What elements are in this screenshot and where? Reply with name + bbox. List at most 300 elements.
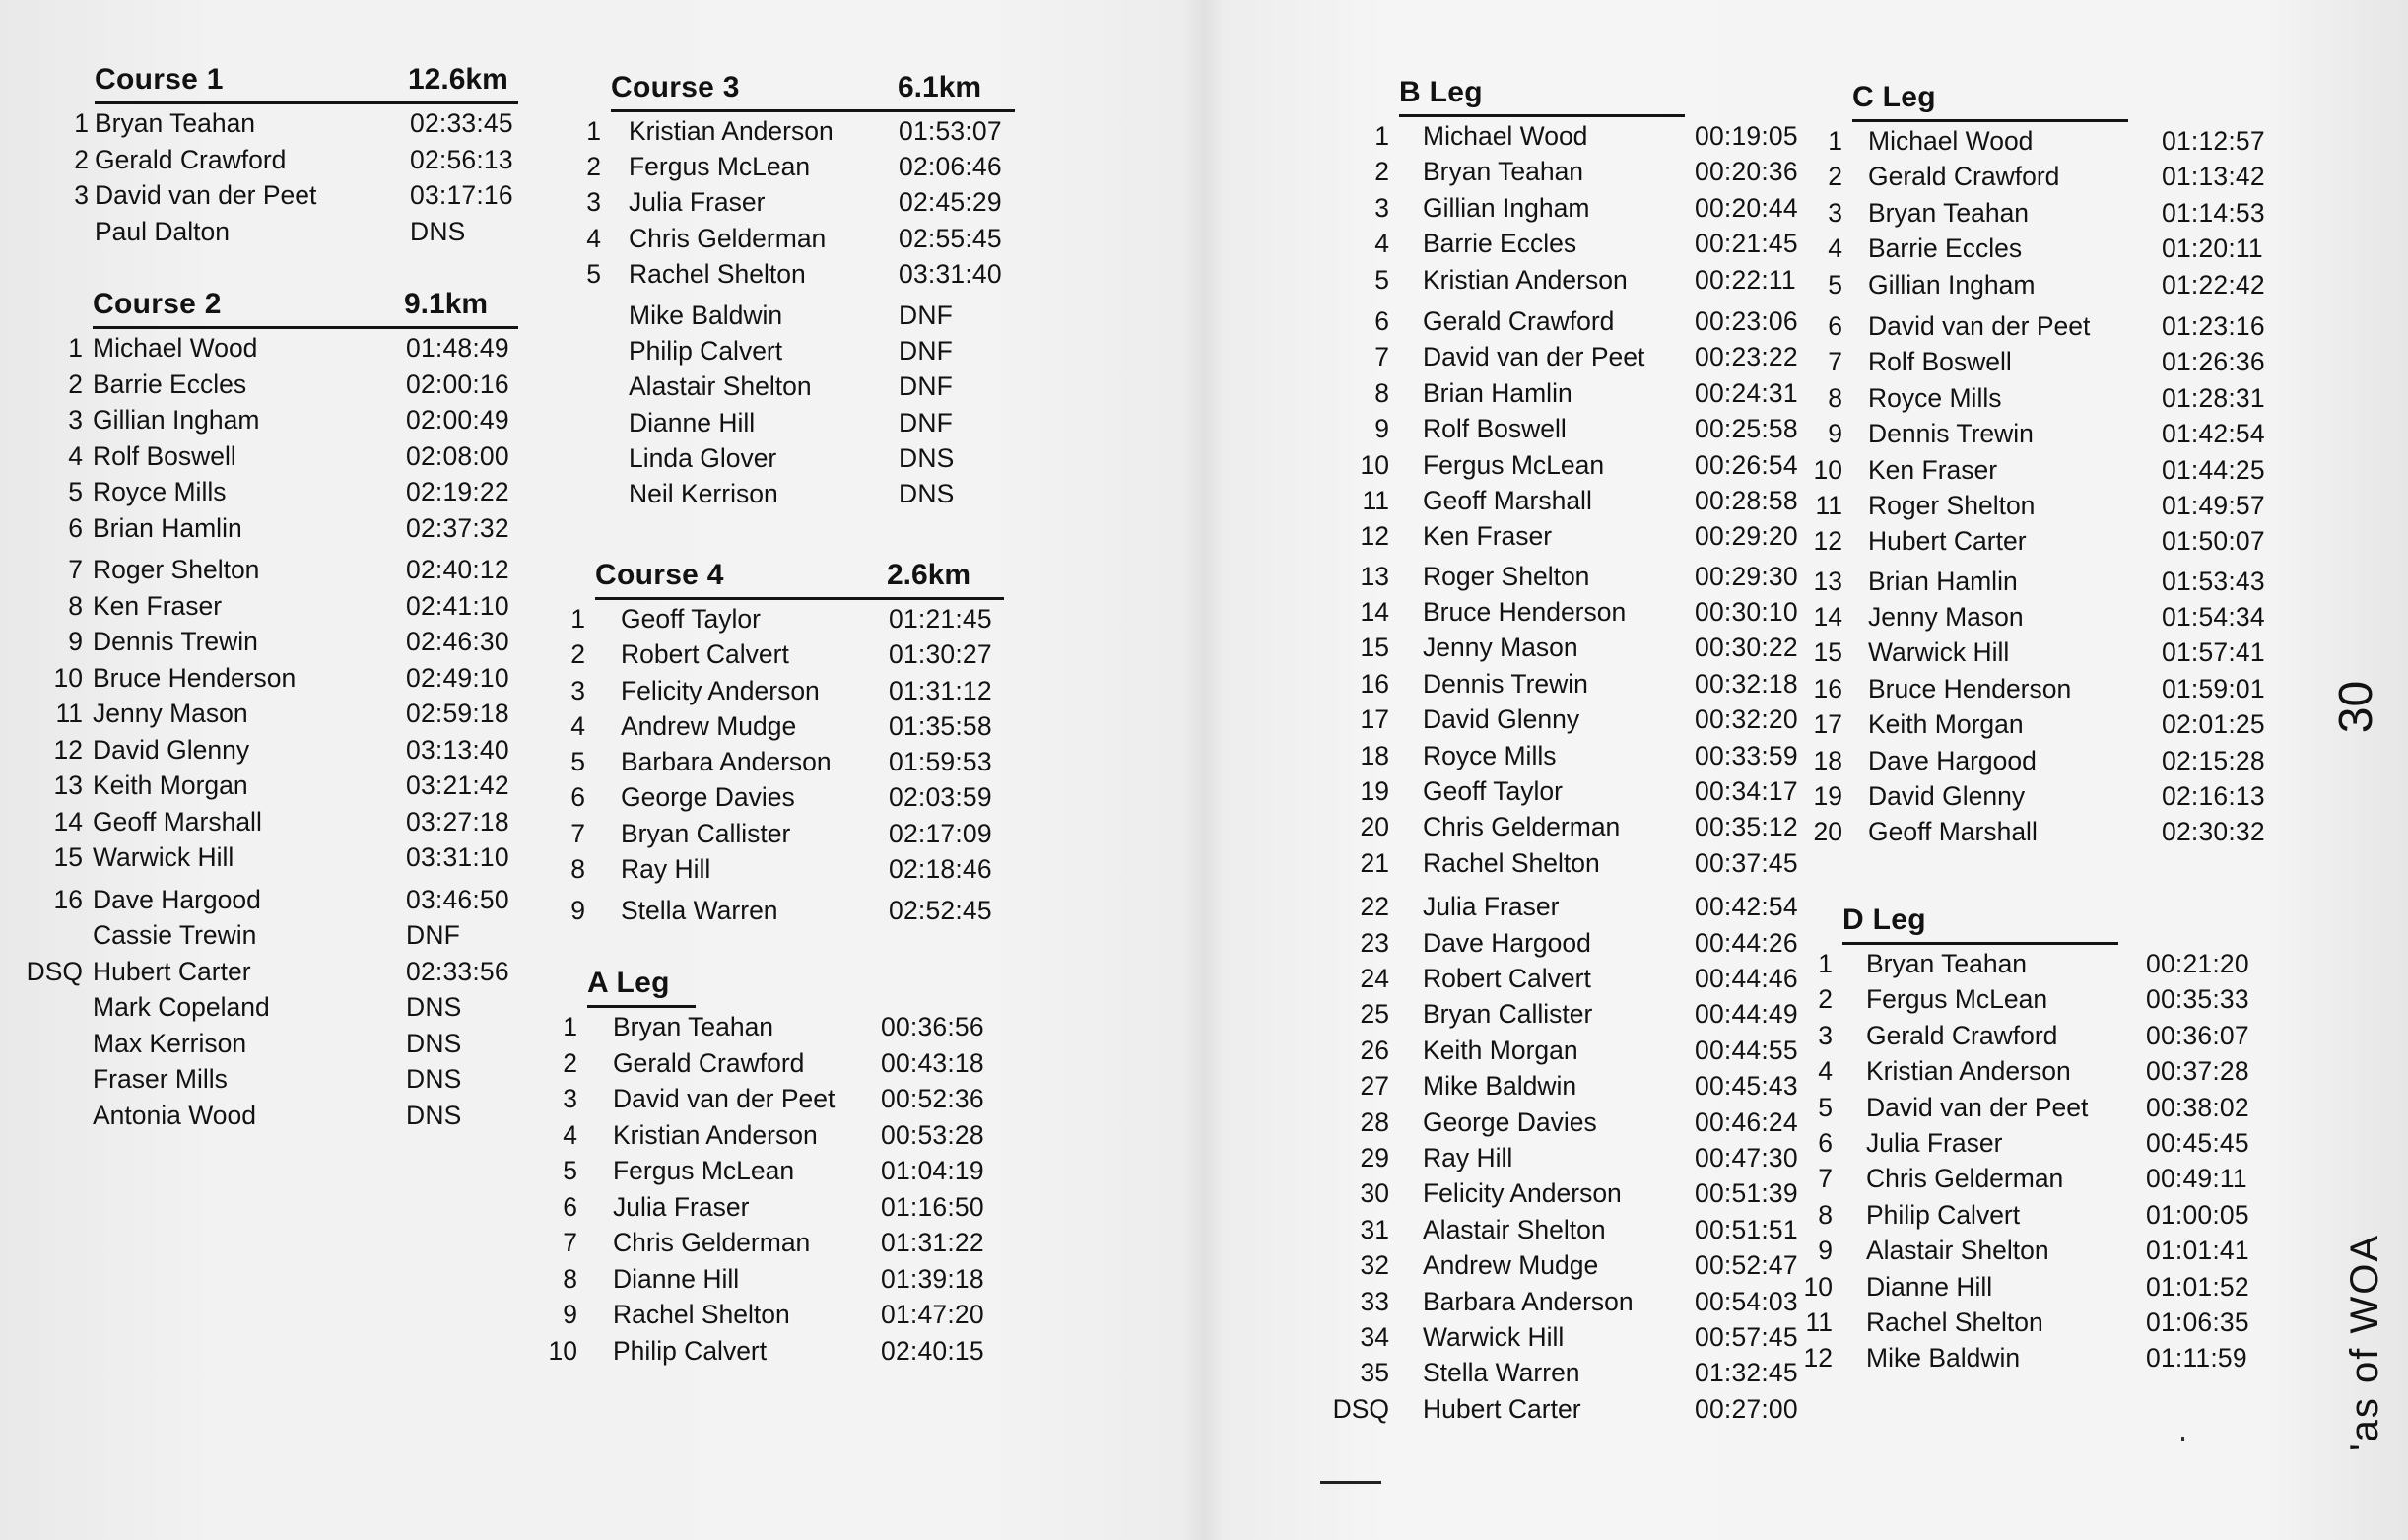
result-time: 02:19:22 xyxy=(406,477,509,506)
result-row xyxy=(55,695,536,731)
result-time: 03:31:10 xyxy=(406,842,509,872)
result-time: 00:45:43 xyxy=(1695,1071,1798,1102)
competitor-name: Bryan Teahan xyxy=(1423,157,1584,187)
position: 29 xyxy=(1360,1142,1389,1172)
position: 3 xyxy=(68,405,83,435)
position: 23 xyxy=(1360,927,1389,958)
result-time: 02:41:10 xyxy=(406,590,509,621)
competitor-name: Brian Hamlin xyxy=(1868,566,2018,596)
position: 1 xyxy=(74,108,89,138)
result-time: DNF xyxy=(899,300,954,330)
position: 1 xyxy=(1828,126,1842,156)
result-time: 01:49:57 xyxy=(2162,490,2265,520)
position: 30 xyxy=(1360,1178,1389,1209)
position: 2 xyxy=(563,1047,577,1078)
competitor-name: Bryan Teahan xyxy=(95,108,256,138)
result-time: 02:15:28 xyxy=(2162,745,2265,775)
result-row xyxy=(74,176,538,213)
result-time: 02:55:45 xyxy=(899,223,1002,253)
position: 6 xyxy=(1818,1127,1833,1158)
table-title: Course 1 xyxy=(95,63,224,96)
result-row xyxy=(1813,563,2266,598)
position: 9 xyxy=(563,1300,577,1329)
position: 2 xyxy=(1818,984,1833,1015)
competitor-name: Mike Baldwin xyxy=(1423,1071,1577,1102)
position: 7 xyxy=(1828,347,1842,377)
table-header xyxy=(1842,894,2256,945)
competitor-name: David van der Peet xyxy=(95,180,317,210)
result-row xyxy=(1803,1339,2256,1374)
competitor-name: Bruce Henderson xyxy=(1868,673,2072,703)
result-time: 02:46:30 xyxy=(406,627,509,656)
competitor-name: Chris Gelderman xyxy=(613,1228,811,1257)
result-time: 01:35:58 xyxy=(889,710,992,741)
result-row xyxy=(68,473,536,509)
result-time: 01:31:22 xyxy=(881,1228,984,1257)
result-row xyxy=(1818,1017,2256,1052)
competitor-name: Gerald Crawford xyxy=(613,1047,805,1078)
competitor-name: Bryan Teahan xyxy=(1866,949,2028,978)
result-time: 00:37:28 xyxy=(2146,1056,2249,1087)
position: 18 xyxy=(1360,740,1389,770)
result-time: 00:57:45 xyxy=(1695,1321,1798,1352)
position: 10 xyxy=(1360,449,1389,480)
competitor-name: Hubert Carter xyxy=(1868,526,2027,557)
competitor-name: Paul Dalton xyxy=(95,216,231,246)
table-title: A Leg xyxy=(587,967,670,999)
result-time: 02:52:45 xyxy=(889,896,992,926)
result-time: 01:39:18 xyxy=(881,1263,984,1294)
competitor-name: Julia Fraser xyxy=(629,187,766,218)
result-time: 00:29:30 xyxy=(1695,561,1798,591)
competitor-name: Geoff Marshall xyxy=(1423,485,1592,515)
result-time: 01:32:45 xyxy=(1695,1358,1798,1388)
position: 3 xyxy=(586,187,601,218)
result-row xyxy=(548,1332,1001,1369)
result-time: 01:42:54 xyxy=(2162,419,2265,449)
result-row xyxy=(586,220,1025,255)
result-time: 01:53:07 xyxy=(899,116,1002,146)
result-row xyxy=(563,1188,1001,1225)
position: 9 xyxy=(68,627,83,656)
position: 8 xyxy=(1818,1199,1833,1230)
result-row xyxy=(586,183,1025,219)
competitor-name: Chris Gelderman xyxy=(1866,1164,2064,1194)
result-time: 02:56:13 xyxy=(410,144,513,174)
competitor-name: Royce Mills xyxy=(1423,740,1557,770)
results-table-course1 xyxy=(74,53,538,248)
result-time: 00:26:54 xyxy=(1695,449,1798,480)
result-row xyxy=(611,404,1025,439)
result-time: DNF xyxy=(899,336,954,367)
result-time: 00:52:47 xyxy=(1695,1250,1798,1281)
position: 8 xyxy=(1374,377,1389,408)
result-row xyxy=(1374,117,1813,153)
position: 13 xyxy=(1813,566,1842,596)
result-time: 03:21:42 xyxy=(406,770,509,800)
course-distance: 9.1km xyxy=(404,288,489,320)
competitor-name: Jenny Mason xyxy=(1423,633,1578,663)
position: 4 xyxy=(570,710,585,741)
position: DSQ xyxy=(1332,1393,1389,1424)
position: 12 xyxy=(1813,526,1842,557)
position: 9 xyxy=(1828,419,1842,449)
position: 16 xyxy=(1360,668,1389,699)
competitor-name: Julia Fraser xyxy=(1423,892,1560,922)
result-row xyxy=(563,1116,1001,1153)
position: 3 xyxy=(1828,197,1842,228)
position: 33 xyxy=(1360,1286,1389,1316)
result-time: DNS xyxy=(899,478,955,508)
result-row xyxy=(1374,374,1813,410)
position: 20 xyxy=(1360,812,1389,842)
result-row xyxy=(53,881,536,917)
result-row xyxy=(1374,225,1813,260)
competitor-name: Keith Morgan xyxy=(1868,709,2024,740)
position: 9 xyxy=(1374,414,1389,444)
result-row xyxy=(1360,808,1813,843)
result-time: 02:37:32 xyxy=(406,512,509,543)
position: 12 xyxy=(53,734,83,765)
result-row xyxy=(570,850,1009,886)
competitor-name: Hubert Carter xyxy=(1423,1393,1581,1424)
competitor-name: Linda Glover xyxy=(629,442,777,473)
result-time: DNF xyxy=(899,371,954,402)
competitor-name: Rachel Shelton xyxy=(1866,1306,2043,1337)
result-time: DNS xyxy=(406,1100,462,1130)
competitor-name: Fergus McLean xyxy=(613,1156,795,1185)
result-row xyxy=(1828,194,2266,230)
competitor-name: Dave Hargood xyxy=(93,884,261,914)
result-row xyxy=(563,1296,1001,1332)
result-row xyxy=(1362,482,1813,517)
competitor-name: Royce Mills xyxy=(1868,382,2002,413)
result-time: 00:25:58 xyxy=(1695,414,1798,444)
footer-dash xyxy=(1320,1481,1381,1484)
result-row xyxy=(1828,307,2266,343)
position: 7 xyxy=(563,1228,577,1257)
competitor-name: Rachel Shelton xyxy=(1423,847,1600,878)
position: 5 xyxy=(1818,1092,1833,1122)
position: 6 xyxy=(563,1191,577,1222)
result-row xyxy=(1374,261,1813,297)
result-time: 00:30:10 xyxy=(1695,597,1798,628)
result-row xyxy=(68,509,536,546)
position: 5 xyxy=(68,477,83,506)
result-row xyxy=(1818,1232,2256,1267)
competitor-name: Barrie Eccles xyxy=(1423,229,1577,259)
result-row xyxy=(68,551,536,587)
table-header xyxy=(93,278,536,329)
results-table-course4 xyxy=(570,549,1009,928)
competitor-name: Kristian Anderson xyxy=(629,116,834,146)
result-time: 00:44:26 xyxy=(1695,927,1798,958)
position: 17 xyxy=(1360,704,1389,735)
position: 28 xyxy=(1360,1106,1389,1137)
result-row xyxy=(1813,813,2266,848)
result-time: 02:18:46 xyxy=(889,854,992,885)
result-time: 03:27:18 xyxy=(406,806,509,837)
position: 2 xyxy=(1374,157,1389,187)
competitor-name: Warwick Hill xyxy=(93,842,234,872)
result-row xyxy=(586,255,1025,291)
competitor-name: Dave Hargood xyxy=(1868,745,2037,775)
position: 13 xyxy=(1360,561,1389,591)
result-row xyxy=(570,600,1009,636)
result-time: 01:57:41 xyxy=(2162,637,2265,668)
competitor-name: Barbara Anderson xyxy=(1423,1286,1634,1316)
position: 11 xyxy=(1362,485,1389,515)
result-row xyxy=(1360,1283,1813,1318)
position: DSQ xyxy=(26,956,83,986)
result-time: 02:08:00 xyxy=(406,440,509,471)
result-time: 01:54:34 xyxy=(2162,602,2265,633)
competitor-name: Andrew Mudge xyxy=(1423,1250,1599,1281)
position: 12 xyxy=(1360,521,1389,552)
competitor-name: George Davies xyxy=(621,782,795,813)
result-row xyxy=(68,623,536,659)
result-row xyxy=(1374,153,1813,188)
competitor-name: Ken Fraser xyxy=(93,590,223,621)
result-time: 02:00:16 xyxy=(406,368,509,399)
position: 1 xyxy=(1818,949,1833,978)
position: 5 xyxy=(1374,264,1389,295)
table-header xyxy=(1852,71,2266,122)
result-time: 02:01:25 xyxy=(2162,709,2265,740)
competitor-name: Ken Fraser xyxy=(1868,454,1998,485)
position: 1 xyxy=(563,1012,577,1041)
position: 5 xyxy=(586,258,601,289)
result-row xyxy=(93,1097,536,1133)
result-row xyxy=(53,803,536,839)
result-time: 00:29:20 xyxy=(1695,521,1798,552)
competitor-name: Rachel Shelton xyxy=(613,1300,790,1329)
position: 7 xyxy=(1818,1164,1833,1194)
result-time: 01:47:20 xyxy=(881,1300,984,1329)
result-row xyxy=(93,916,536,953)
result-time: 01:59:53 xyxy=(889,747,992,777)
competitor-name: Chris Gelderman xyxy=(629,223,827,253)
position: 9 xyxy=(570,896,585,926)
result-row xyxy=(1818,945,2256,980)
position: 10 xyxy=(53,662,83,693)
result-time: 02:17:09 xyxy=(889,818,992,848)
position: 15 xyxy=(1360,633,1389,663)
result-row xyxy=(74,104,538,141)
result-time: 00:47:30 xyxy=(1695,1142,1798,1172)
result-time: 02:30:32 xyxy=(2162,817,2265,847)
result-row xyxy=(1360,737,1813,772)
competitor-name: Stella Warren xyxy=(621,896,778,926)
result-row xyxy=(1360,1139,1813,1174)
position: 11 xyxy=(1805,1306,1833,1337)
result-row xyxy=(68,587,536,624)
position: 3 xyxy=(1374,192,1389,223)
competitor-name: Jenny Mason xyxy=(93,699,248,728)
position: 1 xyxy=(68,333,83,363)
competitor-name: Gerald Crawford xyxy=(1423,305,1615,336)
competitor-name: Gillian Ingham xyxy=(1868,269,2036,300)
result-time: DNS xyxy=(406,1064,462,1094)
result-row xyxy=(1360,844,1813,880)
result-row xyxy=(1360,629,1813,664)
table-title: B Leg xyxy=(1399,76,1483,108)
course-distance: 6.1km xyxy=(898,71,982,103)
position: 35 xyxy=(1360,1358,1389,1388)
result-row xyxy=(1360,1318,1813,1354)
result-time: 01:30:27 xyxy=(889,639,992,670)
competitor-name: Alastair Shelton xyxy=(629,371,812,402)
result-time: 00:24:31 xyxy=(1695,377,1798,408)
result-time: 00:33:59 xyxy=(1695,740,1798,770)
position: 15 xyxy=(53,842,83,872)
position: 8 xyxy=(68,590,83,621)
competitor-name: Dianne Hill xyxy=(613,1263,740,1294)
competitor-name: Dave Hargood xyxy=(1423,927,1591,958)
result-time: 01:21:45 xyxy=(889,604,992,634)
result-time: 03:46:50 xyxy=(406,884,509,914)
result-row xyxy=(1828,158,2266,193)
competitor-name: Philip Calvert xyxy=(613,1335,768,1366)
position: 26 xyxy=(1360,1035,1389,1065)
result-time: 00:36:56 xyxy=(881,1012,984,1041)
result-time: 02:40:12 xyxy=(406,555,509,584)
position: 1 xyxy=(586,116,601,146)
position: 25 xyxy=(1360,999,1389,1030)
table-title: Course 2 xyxy=(93,288,222,320)
result-row xyxy=(1818,1089,2256,1124)
result-time: 01:22:42 xyxy=(2162,269,2265,300)
position: 3 xyxy=(563,1084,577,1113)
position: 18 xyxy=(1813,745,1842,775)
competitor-name: Dianne Hill xyxy=(629,407,756,437)
result-time: 01:00:05 xyxy=(2146,1199,2249,1230)
position: 4 xyxy=(1818,1056,1833,1087)
result-row xyxy=(1813,670,2266,705)
position: 10 xyxy=(548,1335,577,1366)
result-time: 01:50:07 xyxy=(2162,526,2265,557)
result-row xyxy=(570,743,1009,778)
result-row xyxy=(93,1060,536,1097)
position: 2 xyxy=(1828,162,1842,192)
table-title: Course 3 xyxy=(611,71,740,103)
competitor-name: Rolf Boswell xyxy=(93,440,236,471)
result-time: 01:01:41 xyxy=(2146,1236,2249,1266)
competitor-name: Geoff Taylor xyxy=(1423,776,1563,807)
competitor-name: David Glenny xyxy=(1423,704,1580,735)
result-time: DNF xyxy=(899,407,954,437)
result-row xyxy=(26,953,536,989)
competitor-name: Roger Shelton xyxy=(93,555,260,584)
position: 7 xyxy=(570,818,585,848)
competitor-name: Bryan Teahan xyxy=(613,1012,774,1041)
competitor-name: Julia Fraser xyxy=(613,1191,750,1222)
result-time: 01:20:11 xyxy=(2162,234,2263,264)
position: 13 xyxy=(53,770,83,800)
position: 10 xyxy=(1813,454,1842,485)
competitor-name: Roger Shelton xyxy=(1423,561,1590,591)
competitor-name: Hubert Carter xyxy=(93,956,251,986)
competitor-name: Michael Wood xyxy=(1868,126,2034,156)
result-row xyxy=(68,366,536,402)
competitor-name: Michael Wood xyxy=(1423,121,1588,151)
competitor-name: Barrie Eccles xyxy=(1868,234,2023,264)
result-time: DNF xyxy=(406,920,461,950)
competitor-name: Warwick Hill xyxy=(1423,1321,1565,1352)
page-number: 30 xyxy=(2330,680,2383,734)
competitor-name: Rolf Boswell xyxy=(1423,414,1567,444)
competitor-name: Gillian Ingham xyxy=(93,405,260,435)
competitor-name: Max Kerrison xyxy=(93,1028,247,1058)
competitor-name: Rolf Boswell xyxy=(1868,347,2012,377)
competitor-name: Roger Shelton xyxy=(1868,490,2036,520)
result-row xyxy=(1360,665,1813,701)
result-row xyxy=(1828,230,2266,265)
result-time: 00:54:03 xyxy=(1695,1286,1798,1316)
position: 2 xyxy=(74,144,89,174)
result-row xyxy=(563,1260,1001,1297)
competitor-name: David van der Peet xyxy=(1866,1092,2089,1122)
competitor-name: Gerald Crawford xyxy=(1868,162,2060,192)
result-time: 00:44:55 xyxy=(1695,1035,1798,1065)
result-time: 00:51:39 xyxy=(1695,1178,1798,1209)
result-time: 00:28:58 xyxy=(1695,485,1798,515)
position: 19 xyxy=(1813,781,1842,812)
result-row xyxy=(1360,446,1813,482)
course-distance: 12.6km xyxy=(408,63,508,96)
competitor-name: David van der Peet xyxy=(1423,342,1645,372)
position: 11 xyxy=(55,699,83,728)
result-time: 00:23:06 xyxy=(1695,305,1798,336)
competitor-name: Gerald Crawford xyxy=(1866,1020,2058,1050)
result-time: 01:23:16 xyxy=(2162,310,2265,341)
result-row xyxy=(1360,558,1813,593)
competitor-name: Felicity Anderson xyxy=(1423,1178,1622,1209)
result-row xyxy=(74,141,538,177)
result-row xyxy=(1360,1067,1813,1103)
running-header: 'as of WOA xyxy=(2343,1233,2387,1452)
position: 16 xyxy=(1813,673,1842,703)
competitor-name: Fraser Mills xyxy=(93,1064,228,1094)
result-time: 00:37:45 xyxy=(1695,847,1798,878)
position: 10 xyxy=(1803,1271,1833,1302)
result-time: 02:40:15 xyxy=(881,1335,984,1366)
result-row xyxy=(570,815,1009,850)
competitor-name: Neil Kerrison xyxy=(629,478,778,508)
result-time: 00:32:18 xyxy=(1695,668,1798,699)
result-row xyxy=(1360,1032,1813,1067)
competitor-name: David van der Peet xyxy=(613,1084,836,1113)
result-time: 03:17:16 xyxy=(410,180,513,210)
position: 27 xyxy=(1360,1071,1389,1102)
result-time: 01:06:35 xyxy=(2146,1306,2249,1337)
competitor-name: Dennis Trewin xyxy=(1868,419,2034,449)
competitor-name: Barbara Anderson xyxy=(621,747,832,777)
result-row xyxy=(1332,1390,1813,1426)
results-table-course3 xyxy=(586,61,1025,510)
position: 8 xyxy=(570,854,585,885)
position: 14 xyxy=(1813,602,1842,633)
position: 21 xyxy=(1360,847,1389,878)
result-time: 02:59:18 xyxy=(406,699,509,728)
results-table-aleg xyxy=(548,957,1001,1368)
position: 2 xyxy=(68,368,83,399)
position: 20 xyxy=(1813,817,1842,847)
result-time: 00:23:22 xyxy=(1695,342,1798,372)
result-row xyxy=(586,148,1025,183)
result-time: 03:13:40 xyxy=(406,734,509,765)
competitor-name: David van der Peet xyxy=(1868,310,2091,341)
